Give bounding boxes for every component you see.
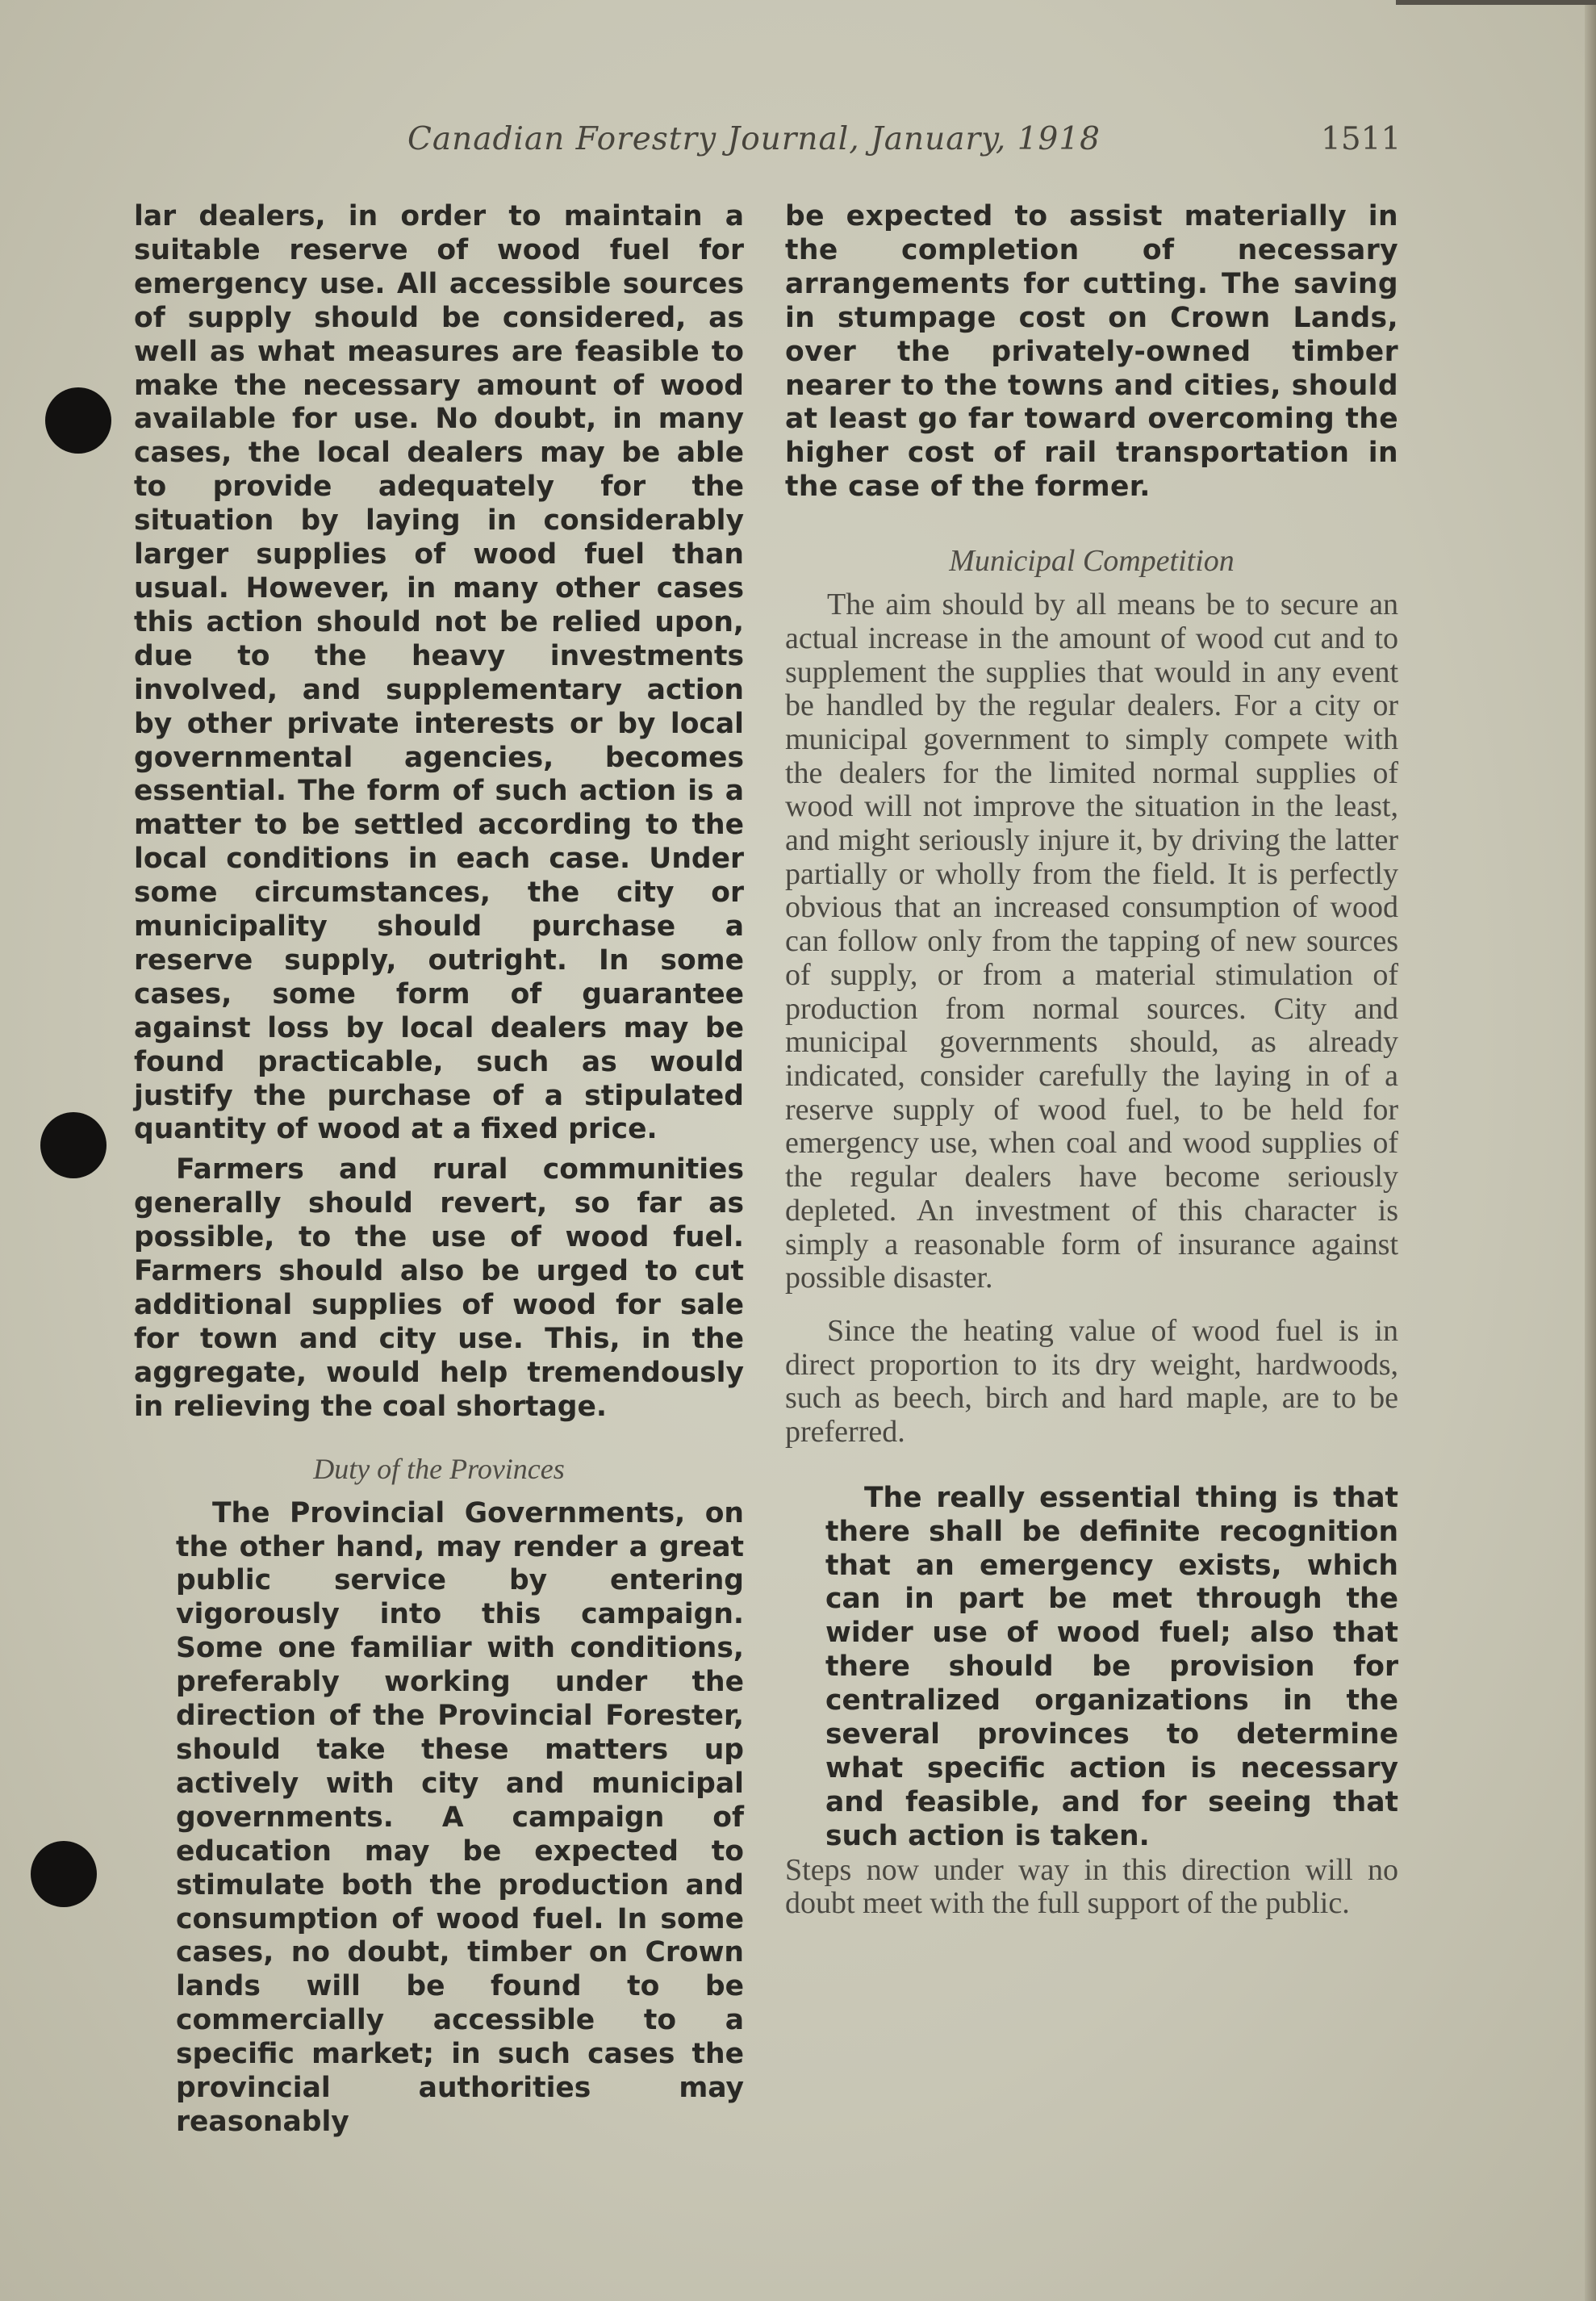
paragraph: be expected to assist materially in the completion of necessary arrangements for cutting. The saving in stumpage cost on Crown Lands, over the privately-owned timber nearer to the towns and cities, should at least go far toward overcoming the higher cost of rail transportation in the case of the former. <box>785 200 1398 504</box>
section-heading: Municipal Competition <box>949 544 1235 579</box>
binder-hole <box>40 1112 107 1178</box>
page-edge <box>1585 0 1596 2301</box>
paragraph: The Provincial Governments, on the other hand, may render a great public service by entering vigorously into this campaign. Some one familiar with conditions, preferably working under the direction of the Provincial Forester, should take these matters up actively with city and municipal governments. A campaign of education may be expected to stimulate both the production and consumption of wood fuel. In some cases, no doubt, timber on Crown lands will be found to be commercially accessible to a specific market; in such cases the provincial authorities may reasonably <box>176 1496 744 2138</box>
running-header <box>0 121 1596 169</box>
section-heading: Duty of the Provinces <box>313 1452 565 1485</box>
paragraph: The aim should by all means be to secure an actual increase in the amount of wood cut and to supplement the supplies that would in any event be handled by the regular dealers. For a city or municipal government to simply compete with the dealers for the limited normal supplies of wood will not improve the situation in the least, and might seriously injure it, by driving the latter partially or wholly from the field. It is perfectly obvious that an increased consumption of wood can follow only from the tapping of new sources of supply, or from a material stimulation of production from normal sources. City and municipal governments should, as already indicated, consider carefully the laying in of a reserve supply of wood fuel, to be held for emergency use, when coal and wood supplies of the regular dealers have become seriously depleted. An investment of this character is simply a reasonable form of insurance against possible disaster. <box>785 588 1398 1295</box>
paragraph: lar dealers, in order to maintain a suitable reserve of wood fuel for emergency use. All accessible sources of supply should be considered, as well as what measures are feasible to make the necessary amount of wood available for use. No doubt, in many cases, the local dealers may be able to provide adequately for the situation by laying in considerably larger supplies of wood fuel than usual. However, in many other cases this action should not be relied upon, due to the heavy investments involved, and supplementary action by other private interests or by local governmental agencies, becomes essential. The form of such action is a matter to be settled according to the local conditions in each case. Under some circumstances, the city or municipality should purchase a reserve supply, outright. In some cases, some form of guarantee against loss by local dealers may be found practicable, such as would justify the purchase of a stipulated quantity of wood at a fixed price. <box>134 200 744 1146</box>
page-number: 1511 <box>1321 121 1402 157</box>
page-edge-top <box>1396 0 1596 5</box>
paragraph: Steps now under way in this direction will no doubt meet with the full support of the public. <box>785 1852 1398 1921</box>
binder-hole <box>45 387 111 454</box>
journal-title: Canadian Forestry Journal, January, 1918 <box>407 121 1101 157</box>
binder-hole <box>31 1841 97 1907</box>
paragraph: Farmers and rural communities generally should revert, so far as possible, to the use of wood fuel. Farmers should also be urged to cut additional supplies of wood for sale for town and city use. This, in the aggregate, would help tremendously in relieving the coal shortage. <box>134 1153 744 1423</box>
paragraph: The really essential thing is that there shall be definite recognition that an emergency exists, which can in part be met through the wider use of wood fuel; also that there should be provision for centralized organizations in the several provinces to determine what specific action is necessary and feasible, and for seeing that such action is taken. <box>825 1481 1398 1852</box>
left-column <box>134 200 744 2140</box>
right-column <box>785 200 1398 1921</box>
paragraph: Since the heating value of wood fuel is in direct proportion to its dry weight, hardwoods, such as beech, birch and hard maple, are to be preferred. <box>785 1313 1398 1450</box>
